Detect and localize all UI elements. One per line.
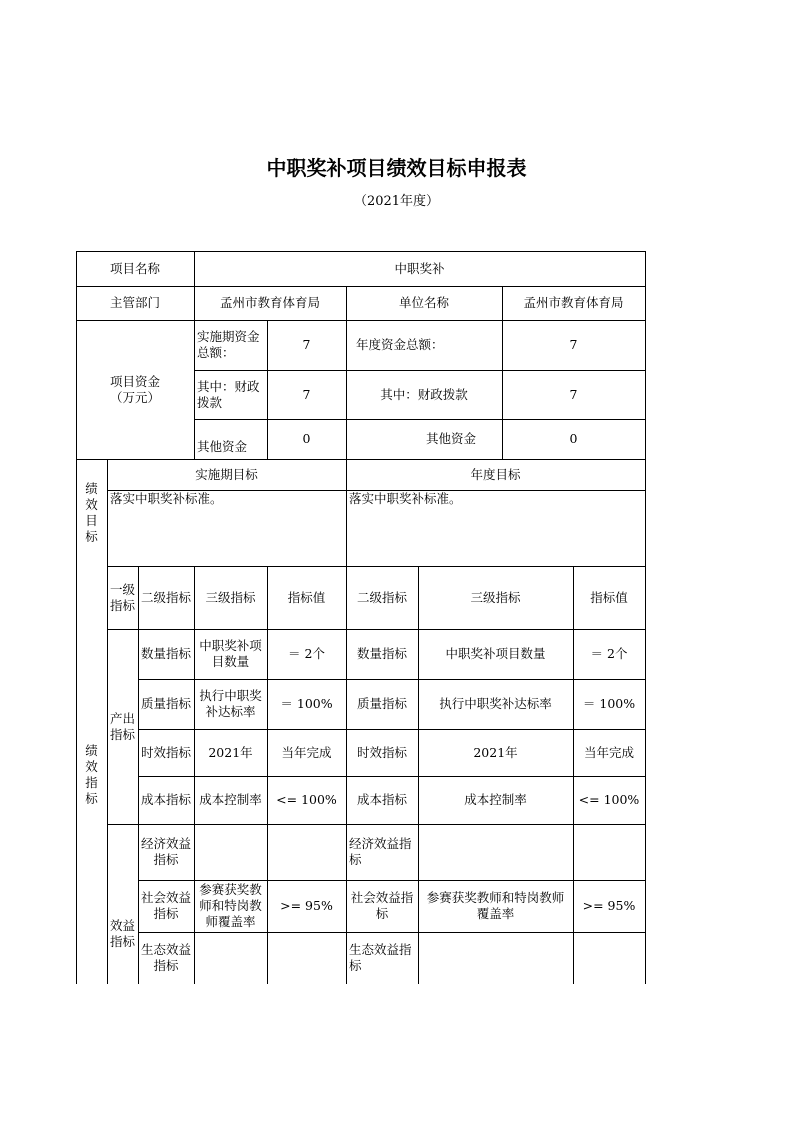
output-year-level2: 成本指标 — [356, 792, 407, 807]
page-subtitle: （2021年度） — [353, 194, 440, 209]
grid-line-h — [76, 320, 646, 321]
output-impl-value: 当年完成 — [281, 744, 332, 760]
benefit-impl-level3 — [194, 932, 267, 984]
output-year-level2: 数量指标 — [356, 646, 407, 661]
grid-line-h — [138, 729, 646, 730]
year-other-label: 其他资金 — [425, 431, 476, 446]
grid-line-h — [138, 776, 646, 777]
indicators-label: 绩 效 指 标 — [85, 743, 98, 806]
output-impl-value: ＝ 2个 — [288, 646, 325, 661]
output-impl-level3: 中职奖补项目数量 — [199, 638, 262, 669]
benefit-year-level2: 经济效益指标 — [349, 836, 412, 867]
benefit-indicator-label: 效益指标 — [110, 918, 136, 949]
header-level1: 一级指标 — [110, 581, 136, 613]
output-year-level2: 时效指标 — [356, 744, 407, 760]
grid-line-v — [346, 566, 347, 984]
grid-line-h — [138, 932, 646, 933]
header-year-value: 指标值 — [590, 589, 628, 605]
grid-line-h — [107, 490, 646, 491]
header-year-level2: 二级指标 — [356, 589, 407, 605]
benefit-year-value: >= 95% — [582, 898, 636, 913]
grid-line-v — [346, 459, 347, 566]
grid-line-v — [138, 566, 139, 984]
grid-line-v — [502, 286, 503, 459]
year-total-label: 年度资金总额： — [356, 337, 444, 352]
benefit-impl-level3: 参赛获奖教师和特岗教师覆盖率 — [199, 882, 262, 929]
year-goal-header: 年度目标 — [470, 466, 521, 482]
benefit-year-level3 — [418, 932, 573, 984]
output-impl-level2: 质量指标 — [141, 696, 192, 711]
impl-other-value: 0 — [302, 431, 311, 446]
header-level2: 二级指标 — [141, 589, 192, 605]
grid-line-h — [194, 370, 646, 371]
output-impl-level2: 时效指标 — [141, 744, 192, 760]
unit-label: 单位名称 — [398, 295, 449, 310]
header-year-level3: 三级指标 — [470, 589, 521, 605]
output-year-value: ＝ 2个 — [590, 646, 628, 661]
output-indicator-label: 产出指标 — [110, 710, 136, 742]
benefit-impl-level3 — [194, 824, 267, 880]
year-fiscal-label: 其中：财政拨款 — [380, 386, 468, 402]
grid-line-h — [138, 880, 646, 881]
benefit-year-value — [573, 824, 645, 880]
header-value: 指标值 — [287, 589, 326, 605]
benefit-year-value — [573, 932, 645, 984]
grid-line-h — [138, 679, 646, 680]
page-title: 中职奖补项目绩效目标申报表 — [266, 156, 527, 180]
output-impl-value: ＝ 100% — [280, 696, 333, 711]
impl-total-label: 实施期资金总额： — [197, 329, 260, 360]
goals-label: 绩 效 目 标 — [85, 480, 98, 544]
grid-line-v — [418, 566, 419, 984]
benefit-year-level2: 社会效益指标 — [350, 890, 414, 921]
grid-line-v — [76, 251, 77, 984]
grid-line-h — [76, 286, 646, 287]
output-year-value: ＝ 100% — [582, 696, 636, 711]
impl-fiscal-value: 7 — [302, 386, 311, 402]
year-total-value: 7 — [569, 337, 578, 352]
impl-goal-header: 实施期目标 — [195, 466, 258, 482]
year-goal-text: 落实中职奖补标准。 — [349, 491, 462, 506]
grid-line-v — [267, 566, 268, 984]
impl-other-label: 其他资金 — [197, 439, 248, 454]
output-year-level3: 2021年 — [473, 744, 518, 760]
output-year-level3: 执行中职奖补达标率 — [439, 696, 552, 711]
benefit-impl-value: >= 95% — [280, 898, 333, 913]
funds-label: 项目资金 （万元） — [109, 373, 160, 405]
benefit-year-level2: 生态效益指标 — [349, 942, 412, 973]
benefit-impl-value — [267, 932, 346, 984]
benefit-impl-level2: 社会效益指标 — [141, 890, 192, 921]
output-year-value: <= 100% — [578, 792, 640, 807]
grid-line-v — [267, 320, 268, 459]
benefit-impl-level2: 经济效益指标 — [141, 836, 192, 867]
unit-value: 孟州市教育体育局 — [523, 295, 624, 310]
benefit-year-level3: 参赛获奖教师和特岗教师覆盖率 — [426, 890, 565, 921]
benefit-impl-value — [267, 824, 346, 880]
output-year-level3: 中职奖补项目数量 — [445, 646, 546, 661]
grid-line-h — [107, 824, 646, 825]
project-name-value: 中职奖补 — [394, 260, 445, 276]
year-fiscal-value: 7 — [569, 386, 578, 402]
grid-line-v — [573, 566, 574, 984]
dept-label: 主管部门 — [109, 295, 160, 310]
grid-line-h — [194, 419, 646, 420]
grid-line-v — [194, 566, 195, 984]
impl-fiscal-label: 其中：财政拨款 — [197, 378, 260, 410]
impl-goal-text: 落实中职奖补标准。 — [110, 491, 223, 506]
output-year-value: 当年完成 — [583, 744, 634, 760]
impl-total-value: 7 — [302, 337, 311, 352]
header-level3: 三级指标 — [205, 589, 256, 605]
benefit-impl-level2: 生态效益指标 — [141, 942, 192, 973]
output-impl-value: <= 100% — [276, 792, 337, 807]
project-name-label: 项目名称 — [109, 260, 160, 276]
grid-line-v — [645, 251, 646, 984]
grid-line-h — [107, 629, 646, 630]
output-impl-level2: 数量指标 — [141, 646, 192, 661]
output-impl-level3: 成本控制率 — [199, 792, 262, 807]
year-other-value: 0 — [569, 431, 578, 446]
grid-line-v — [107, 459, 108, 984]
grid-line-v — [346, 286, 347, 459]
output-impl-level3: 执行中职奖补达标率 — [199, 688, 262, 719]
grid-line-v — [194, 251, 195, 459]
grid-line-h — [76, 251, 646, 252]
output-impl-level2: 成本指标 — [141, 792, 192, 807]
output-year-level3: 成本控制率 — [464, 792, 527, 807]
output-impl-level3: 2021年 — [208, 744, 253, 760]
dept-value: 孟州市教育体育局 — [219, 295, 320, 310]
grid-line-h — [107, 566, 646, 567]
benefit-year-level3 — [418, 824, 573, 880]
grid-line-h — [76, 459, 646, 460]
output-year-level2: 质量指标 — [356, 696, 407, 711]
